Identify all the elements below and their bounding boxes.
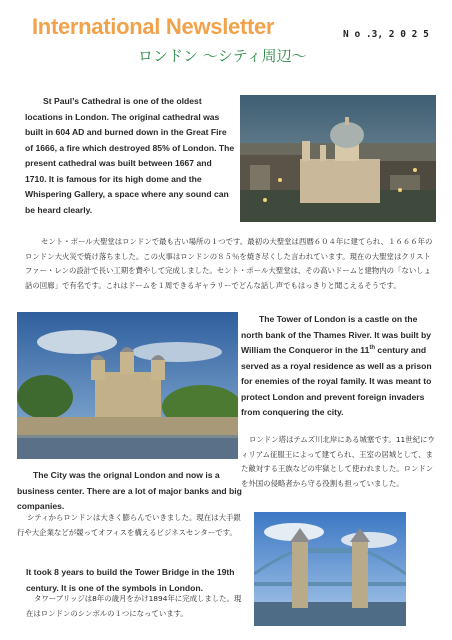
issue-number: N o .3, 2 0 2 5 [343, 29, 429, 40]
tower-of-london-english-text: The Tower of London is a castle on the north bank of the Thames River. It was built by William the Conqueror in the 11th century and served as a royal residence as well as a prison for enemies of the royal family. It was meant to protect London and prevent foreign invaders from conquering the city. [241, 314, 432, 417]
tower-bridge-photo [254, 512, 406, 626]
tower-of-london-japanese-text: ロンドン塔はテムズ川北岸にある城塞です。11世紀にウィリアム征服王によって建てられ、王室の居城として、また敵対する王族などの牢獄として使われました。ロンドンを外国の侵略者から守る役割も担っていました。 [241, 435, 435, 488]
newsletter-subtitle: ロンドン 〜シティ周辺〜 [138, 47, 307, 65]
tower-of-london-photo [17, 312, 238, 459]
tower-bridge-japanese-text: タワーブリッジは8年の歳月をかけ1894年に完成しました。現在はロンドンのシンボルの１つになっています。 [26, 594, 242, 618]
st-pauls-japanese-text: セント・ポール大聖堂はロンドンで最も古い場所の１つです。最初の大聖堂は西暦６０４年に建てられ、１６６６年のロンドン大火災で焼け落ちました。この火事はロンドンの８５％を焼き尽くした言われています。現在の大聖堂はクリストファー・レンの設計で長い工期を費やして完成しました。セント・ポール大聖堂は、その高いドームと建物内の「ないしょ話の回廊」で有名です。これはドームを１周できるギャラリーでどんな話し声でもはっきりと聞こえるそうです。 [25, 237, 433, 290]
tower-bridge-english-text: It took 8 years to build the Tower Bridge in the 19th century. It is one of the symbols in London. [26, 567, 235, 593]
newsletter-title: International Newsletter [32, 14, 275, 39]
st-pauls-english-text: St Paul’s Cathedral is one of the oldest locations in London. The original cathedral was built in 604 AD and burned down in the Great Fire of 1666, a fire which destroyed 85% of London. The present cathedral was built between 1667 and 1710. It is famous for its high dome and the Whispering Gallery, a space where any sound can be heard clearly. [25, 96, 235, 215]
city-japanese-text: シティからロンドンは大きく膨らんでいきました。現在は大手銀行や大企業などが競ってオフィスを構えるビジネスセンターです。 [17, 513, 241, 537]
city-english-text: The City was the orignal London and now is a business center. There are a lot of major banks and big companies. [17, 470, 242, 511]
st-pauls-cathedral-photo [240, 95, 436, 222]
